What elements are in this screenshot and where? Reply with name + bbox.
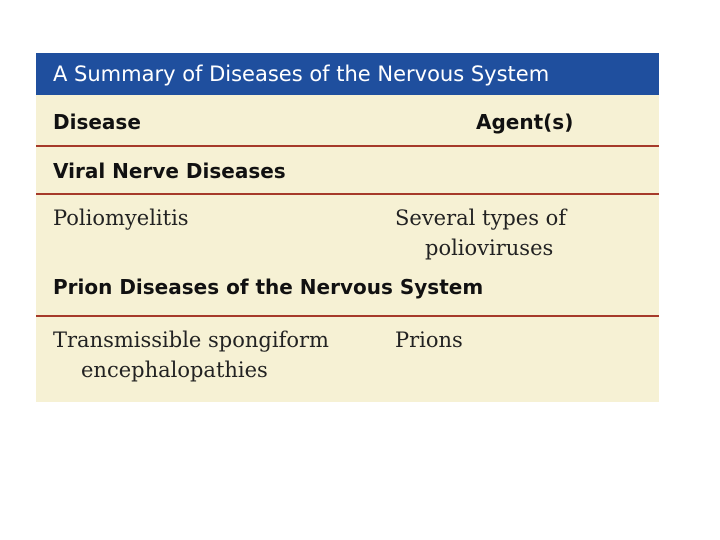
column-header-agent: Agent(s) — [476, 110, 574, 134]
table-title: A Summary of Diseases of the Nervous System — [36, 53, 659, 95]
disease-text-line2: encephalopathies — [81, 358, 268, 382]
agent-cell — [395, 325, 645, 355]
section-label: Prion Diseases of the Nervous System — [53, 275, 484, 299]
agent-cell — [395, 203, 645, 263]
disease-text-line1: Transmissible spongiform — [53, 328, 329, 352]
disease-summary-table — [36, 53, 659, 402]
disease-text: Poliomyelitis — [53, 206, 189, 230]
section-header-viral — [36, 147, 659, 195]
column-header-disease: Disease — [53, 110, 141, 134]
agent-text-line2: polioviruses — [425, 236, 554, 260]
section-header-prion — [36, 275, 659, 317]
disease-cell — [53, 325, 383, 385]
agent-text: Prions — [395, 328, 463, 352]
table-header-row — [36, 95, 659, 147]
agent-text-line1: Several types of — [395, 206, 567, 230]
table-row — [36, 195, 659, 275]
disease-cell — [53, 203, 383, 233]
table-row — [36, 317, 659, 404]
section-label: Viral Nerve Diseases — [53, 159, 286, 183]
